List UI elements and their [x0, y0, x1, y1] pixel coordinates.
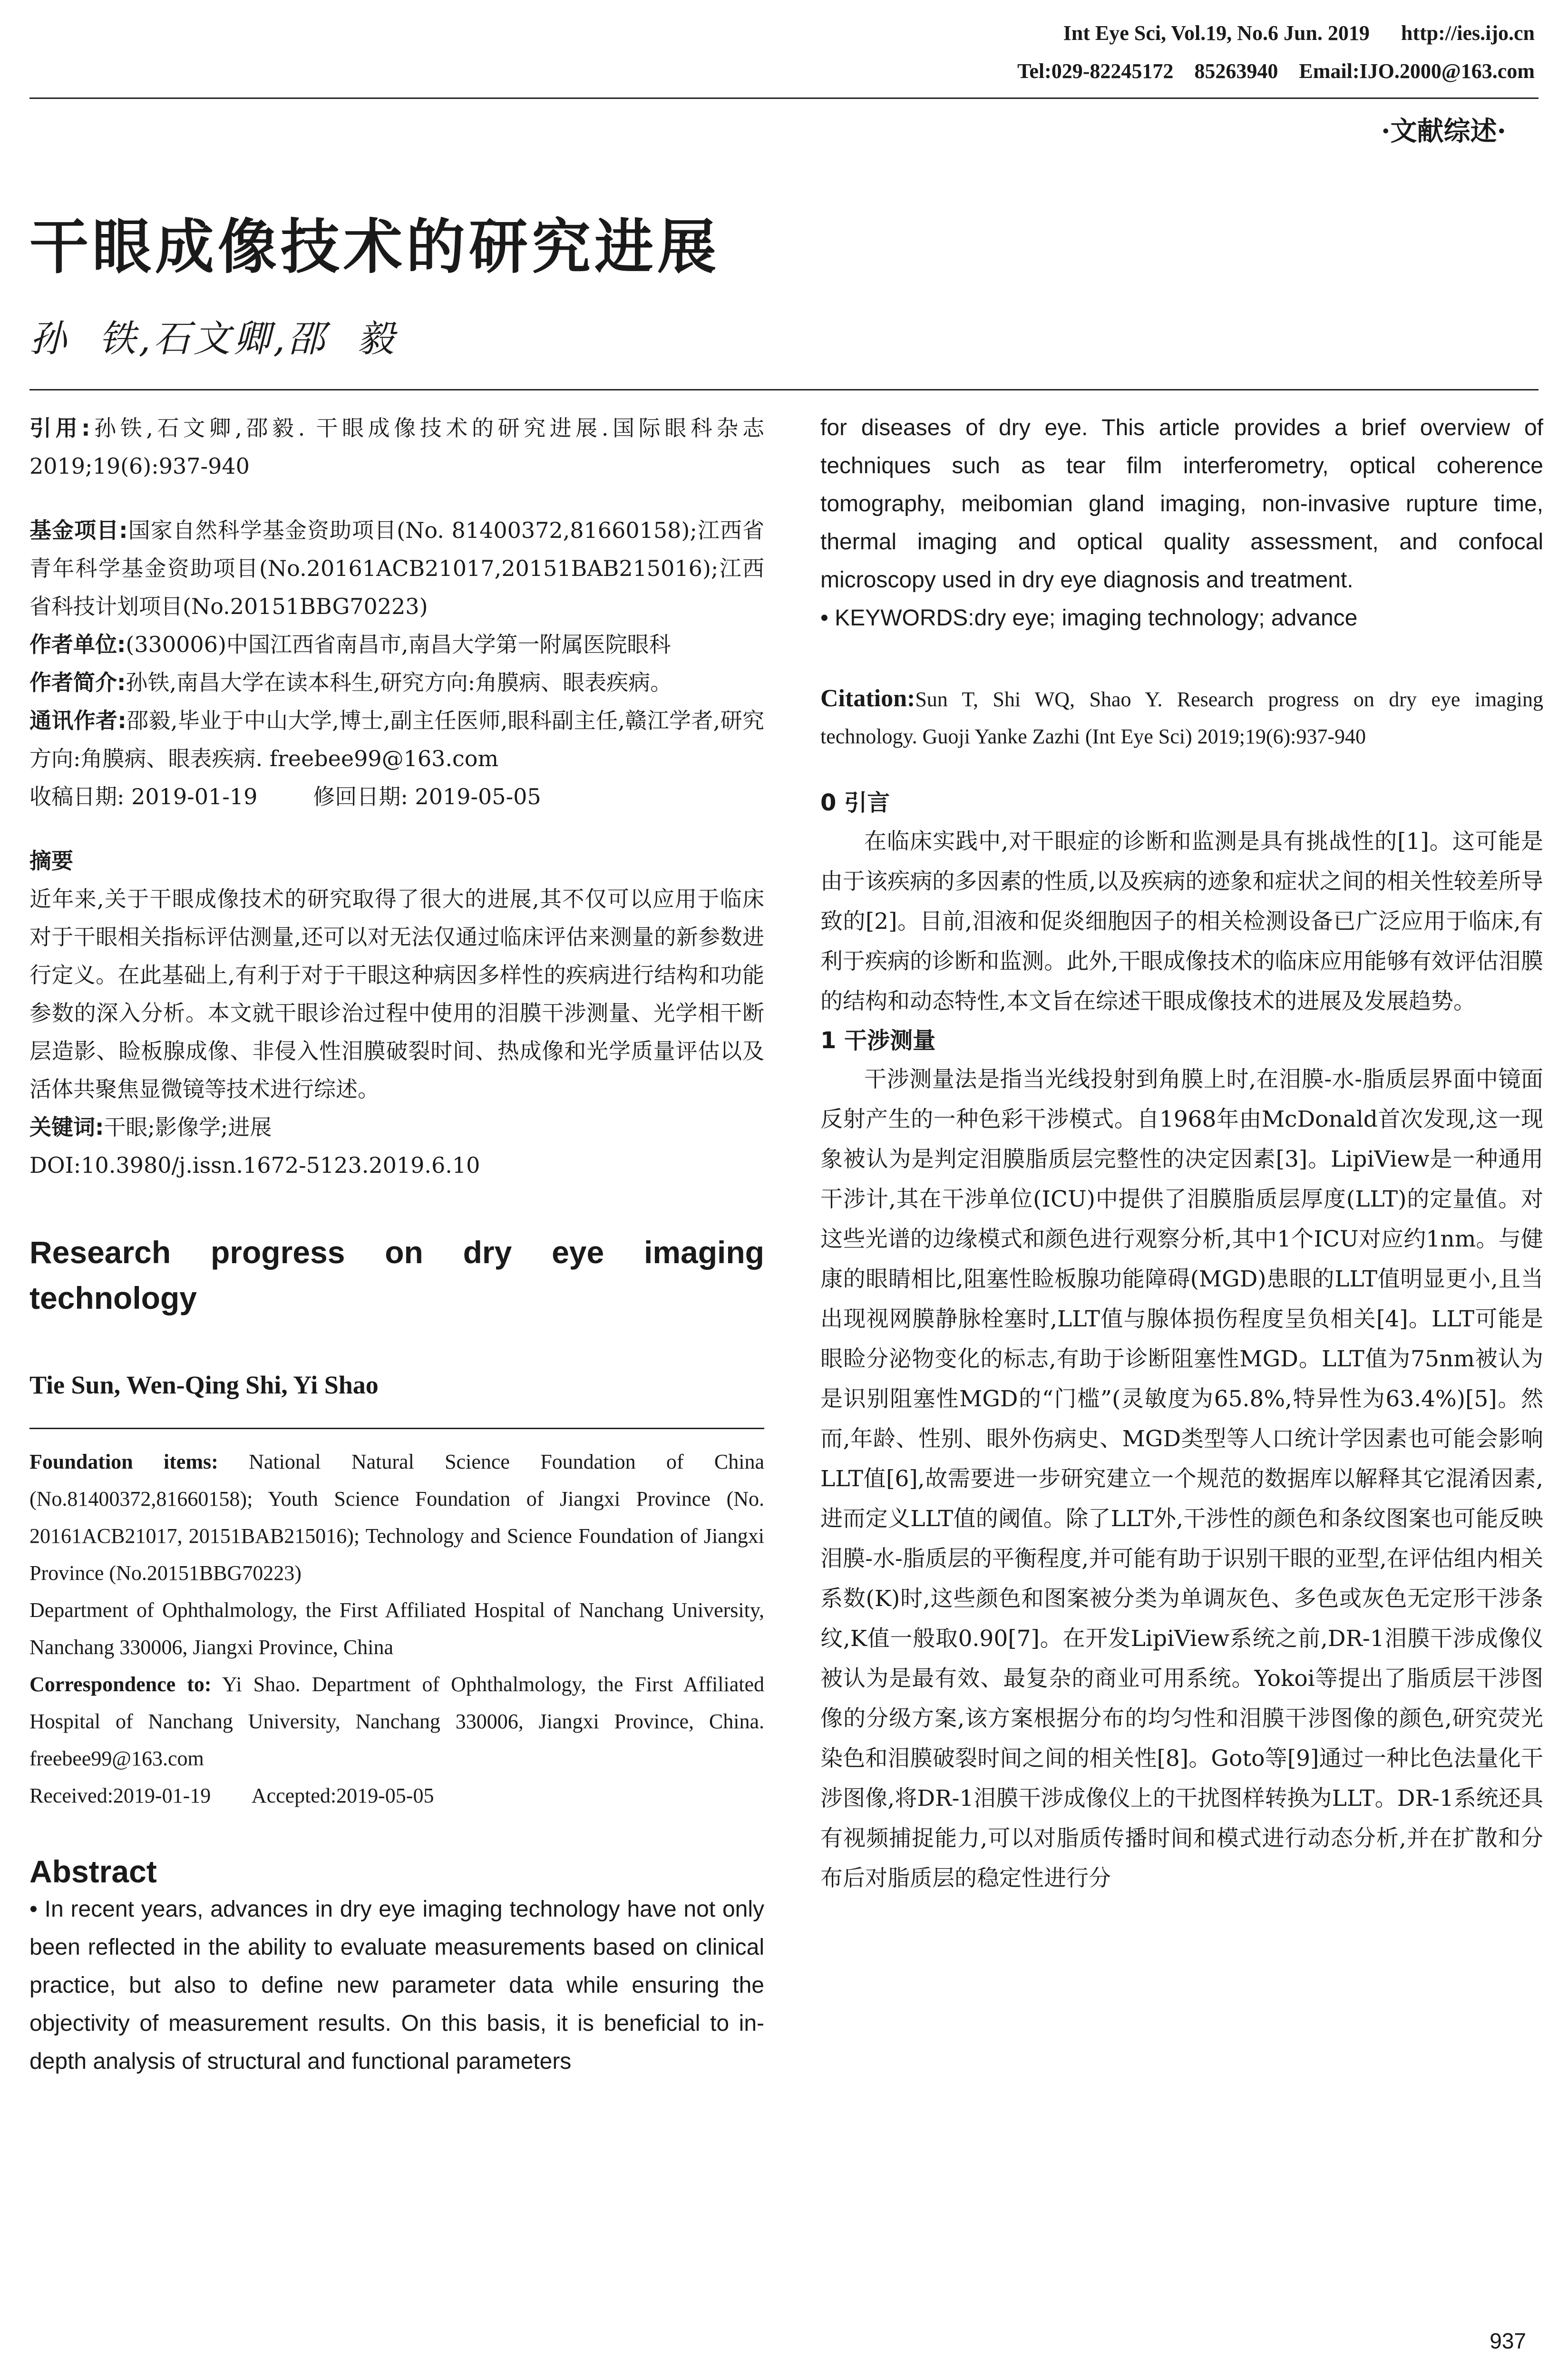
article-authors: 孙 铁,石文卿,邵 毅 [29, 318, 397, 360]
journal-header-line: Int Eye Sci, Vol.19, No.6 Jun. 2019 http://ies.ijo.cn [1063, 21, 1535, 45]
section-1-text: 干涉测量法是指当光线投射到角膜上时,在泪膜-水-脂质层界面中镜面反射产生的一种色彩干涉模式。自1968年由McDonald首次发现,这一现象被认为是判定泪膜脂质层完整性的决定因素[3]。LipiView是一种通用干涉计,其在干涉单位(ICU)中提供了泪膜脂质层厚度(LLT)的定量值。对这些光谱的边缘模式和颜色进行观察分析,其中1个ICU对应约1nm。与健康的眼睛相比,阻塞性睑板腺功能障碍(MGD)患眼的LLT值明显更小,且当出现视网膜静脉栓塞时,LLT值与腺体损伤程度呈负相关[4]。LLT可能是眼睑分泌物变化的标志,有助于诊断阻塞性MGD。LLT值为75nm被认为是识别阻塞性MGD的“门槛”(灵敏度为65.8%,特异性为63.4%)[5]。然而,年龄、性别、眼外伤病史、MGD类型等人口统计学因素也可能会影响LLT值[6],故需要进一步研究建立一个规范的数据库以解释其它混淆因素,进而定义LLT值的阈值。除了LLT外,干涉性的颜色和条纹图案也可能反映泪膜-水-脂质层的平衡程度,并可能有助于识别干眼的亚型,在评估组内相关系数(K)时,这些颜色和图案被分类为单调灰色、多色或灰色无定形干涉条纹,K值一般取0.90[7]。在开发LipiView系统之前,DR-1泪膜干涉成像仪被认为是最有效、最复杂的商业可用系统。Yokoi等提出了脂质层干涉图像的分级方案,该方案根据分布的均匀性和泪膜干涉图像的颜色,研究荧光染色和泪膜破裂时间之间的相关性[8]。Goto等[9]通过一种比色法量化干涉图像,将DR-1泪膜干涉成像仪上的干扰图样转换为LLT。DR-1系统还具有视频捕捉能力,可以对脂质传播时间和模式进行动态分析,并在扩散和分布后对脂质层的稳定性进行分 [820, 1066, 1543, 1891]
author-unit [29, 625, 764, 663]
corr-en-label: Correspondence to: [29, 1673, 212, 1696]
unit-label: 作者单位: [29, 632, 126, 657]
journal-contact-line: Tel:029-82245172 85263940 Email:IJO.2000@163.com [1017, 59, 1535, 83]
author-bio [29, 663, 764, 701]
citation-en [820, 680, 1543, 755]
english-authors: Tie Sun, Wen-Qing Shi, Yi Shao [29, 1371, 379, 1399]
english-title: Research progress on dry eye imaging technology [29, 1235, 764, 1315]
keywords [29, 1108, 764, 1146]
citation-label: 引用: [29, 415, 90, 441]
affiliation-en: Department of Ophthalmology, the First Affiliated Hospital of Nanchang University, Nanchang 330006, Jiangxi Province, China [29, 1598, 764, 1659]
section-0-heading: 0 引言 [820, 789, 890, 816]
abstract-en-continued: for diseases of dry eye. This article provides a brief overview of techniques such as tear film interferometry, optical coherence tomography, meibomian gland imaging, non-invasive rupture time, thermal imaging and optical quality assessment, and confocal microscopy used in dry eye diagnosis and treatment. [820, 415, 1543, 593]
section-tag: ·文献综述· [1381, 116, 1506, 147]
keywords-label: 关键词: [29, 1114, 104, 1140]
funding [29, 511, 764, 625]
section-1-heading: 1 干涉测量 [820, 1027, 936, 1054]
corr-text: 邵毅,毕业于中山大学,博士,副主任医师,眼科副主任,赣江学者,研究方向:角膜病、眼表疾病. freebee99@163.com [29, 708, 764, 771]
article-title: 干眼成像技术的研究进展 [29, 213, 721, 282]
foundation-items [29, 1443, 764, 1592]
abstract-en-heading: Abstract [29, 1854, 157, 1889]
foundation-text: National Natural Science Foundation of China (No.81400372,81660158); Youth Science Foundation of Jiangxi Province (No. 20161ACB21017, 20151BAB215016); Technology and Science Foundation of Jiangxi Province (No.20151BBG70223) [29, 1450, 764, 1585]
foundation-label: Foundation items: [29, 1450, 218, 1473]
bio-text: 孙铁,南昌大学在读本科生,研究方向:角膜病、眼表疾病。 [126, 670, 672, 695]
abstract-text: 近年来,关于干眼成像技术的研究取得了很大的进展,其不仅可以应用于临床对于干眼相关指标评估测量,还可以对无法仅通过临床评估来测量的新参数进行定义。在此基础上,有利于对于干眼这种病因多样性的疾病进行结构和功能参数的深入分析。本文就干眼诊治过程中使用的泪膜干涉测量、光学相干断层造影、睑板腺成像、非侵入性泪膜破裂时间、热成像和光学质量评估以及活体共聚焦显微镜等技术进行综述。 [29, 886, 764, 1102]
bio-label: 作者简介: [29, 670, 126, 695]
corresponding-author [29, 701, 764, 778]
doi: DOI:10.3980/j.issn.1672-5123.2019.6.10 [29, 1152, 480, 1178]
correspondence-en [29, 1666, 764, 1777]
citation-text: 孙铁,石文卿,邵毅. 干眼成像技术的研究进展.国际眼科杂志 2019;19(6):937-940 [29, 415, 764, 479]
section-0-text: 在临床实践中,对干眼症的诊断和监测是具有挑战性的[1]。这可能是由于该疾病的多因素的性质,以及疾病的迹象和症状之间的相关性较差所导致的[2]。目前,泪液和促炎细胞因子的相关检测设备已广泛应用于临床,有利于疾病的诊断和监测。此外,干眼成像技术的临床应用能够有效评估泪膜的结构和动态特性,本文旨在综述干眼成像技术的进展及发展趋势。 [820, 828, 1543, 1014]
abstract-heading: 摘要 [29, 848, 73, 874]
corr-label: 通讯作者: [29, 708, 127, 733]
header-rule [29, 97, 1539, 99]
right-column [820, 409, 1543, 1899]
received-dates: 收稿日期: 2019-01-19 修回日期: 2019-05-05 [29, 784, 541, 809]
keywords-text: 干眼;影像学;进展 [104, 1114, 272, 1140]
page-number: 937 [1490, 2328, 1526, 2353]
keywords-en: • KEYWORDS:dry eye; imaging technology; advance [820, 605, 1358, 631]
funding-label: 基金项目: [29, 517, 128, 543]
citation-en-text: Sun T, Shi WQ, Shao Y. Research progress on dry eye imaging technology. Guoji Yanke Zazhi (Int Eye Sci) 2019;19(6):937-940 [820, 688, 1543, 748]
received-en: Received:2019-01-19 Accepted:2019-05-05 [29, 1784, 434, 1807]
citation-en-label: Citation: [820, 685, 915, 712]
title-rule [29, 389, 1539, 390]
unit-text: (330006)中国江西省南昌市,南昌大学第一附属医院眼科 [126, 632, 671, 657]
citation-cn [29, 409, 764, 485]
corr-en-text: Yi Shao. Department of Ophthalmology, the First Affiliated Hospital of Nanchang University, Nanchang 330006, Jiangxi Province, China. freebee99@163.com [29, 1673, 764, 1770]
abstract-en-text: • In recent years, advances in dry eye imaging technology have not only been reflected in the ability to evaluate measurements based on clinical practice, but also to define new parameter data while ensuring the objectivity of measurement results. On this basis, it is beneficial to in-depth analysis of structural and functional parameters [29, 1897, 764, 2074]
left-column [29, 409, 764, 2081]
funding-text: 国家自然科学基金资助项目(No. 81400372,81660158);江西省青年科学基金资助项目(No.20161ACB21017,20151BAB215016);江西省科技计划项目(No.20151BBG70223) [29, 517, 764, 619]
